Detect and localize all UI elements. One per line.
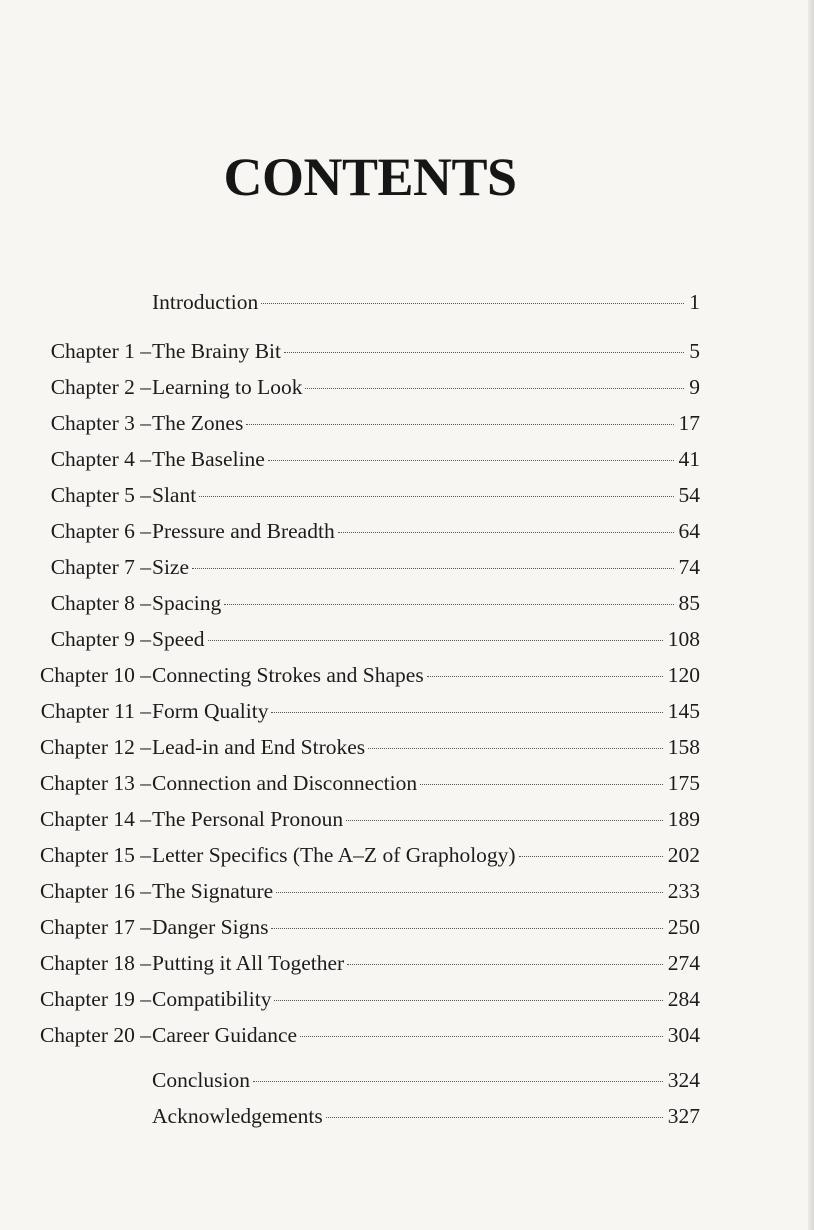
dot-leader (300, 1036, 663, 1037)
entry-title: The Signature (152, 879, 274, 903)
toc-entry-chapter (0, 447, 814, 481)
chapter-label: Chapter 7 – (50, 555, 151, 579)
toc-entry-chapter (0, 843, 814, 877)
chapter-label: Chapter 16 – (39, 879, 151, 903)
page-number: 202 (667, 843, 700, 867)
entry-title-line (152, 627, 666, 652)
entry-title-line (152, 555, 677, 580)
chapter-label: Chapter 12 – (39, 735, 151, 759)
page-number: 120 (667, 663, 700, 687)
dot-leader (284, 352, 684, 353)
dot-leader (346, 820, 663, 821)
chapter-label: Chapter 17 – (39, 915, 151, 939)
page-number: 64 (678, 519, 700, 543)
entry-title: Slant (152, 483, 197, 507)
dot-leader (271, 928, 662, 929)
entry-title: The Brainy Bit (152, 339, 281, 363)
entry-title: Lead-in and End Strokes (152, 735, 366, 759)
toc-entry-chapter (0, 627, 814, 661)
entry-title-line (152, 915, 666, 940)
entry-title-line (152, 699, 666, 724)
dot-leader (192, 568, 673, 569)
entry-title: Career Guidance (152, 1023, 298, 1047)
chapter-label: Chapter 3 – (50, 411, 151, 435)
page-number: 250 (667, 915, 700, 939)
toc-entry-chapter (0, 951, 814, 985)
chapter-label: Chapter 2 – (50, 375, 151, 399)
toc-entry-chapter (0, 483, 814, 517)
entry-title: The Baseline (152, 447, 265, 471)
page-number: 233 (667, 879, 700, 903)
dot-leader (253, 1081, 663, 1082)
dot-leader (305, 388, 684, 389)
entry-title-line (152, 807, 666, 832)
entry-title-line (152, 987, 666, 1012)
entry-title: Compatibility (152, 987, 272, 1011)
toc-entry-chapter (0, 411, 814, 445)
page-number: 74 (678, 555, 700, 579)
entry-title: The Zones (152, 411, 244, 435)
chapter-label: Chapter 8 – (50, 591, 151, 615)
entry-title-line (152, 411, 677, 436)
chapter-label: Chapter 15 – (39, 843, 151, 867)
chapter-label: Chapter 9 – (50, 627, 151, 651)
entry-title: Acknowledgements (152, 1104, 323, 1128)
toc-entry-chapter (0, 519, 814, 553)
entry-title-line (152, 339, 687, 364)
entry-title-line (152, 519, 677, 544)
toc-entry-front (0, 290, 814, 324)
entry-title: Form Quality (152, 699, 269, 723)
entry-title: Size (152, 555, 190, 579)
page-number: 85 (678, 591, 700, 615)
dot-leader (199, 496, 673, 497)
page-number: 54 (678, 483, 700, 507)
dot-leader (420, 784, 663, 785)
entry-title-line (152, 1104, 666, 1129)
dot-leader (274, 1000, 662, 1001)
toc-entry-chapter (0, 375, 814, 409)
page-title: CONTENTS (223, 147, 517, 207)
page-number: 324 (667, 1068, 700, 1092)
page-number: 41 (678, 447, 700, 471)
page-number: 108 (667, 627, 700, 651)
entry-title-line (152, 843, 666, 868)
page-number: 274 (667, 951, 700, 975)
toc-entry-chapter (0, 987, 814, 1021)
toc-entry-chapter (0, 555, 814, 589)
toc-entry-chapter (0, 771, 814, 805)
chapter-label: Chapter 1 – (50, 339, 151, 363)
entry-title-line (152, 951, 666, 976)
dot-leader (347, 964, 663, 965)
page-number: 304 (667, 1023, 700, 1047)
dot-leader (326, 1117, 663, 1118)
entry-title: Conclusion (152, 1068, 250, 1092)
entry-title-line (152, 735, 666, 760)
chapter-label: Chapter 20 – (39, 1023, 151, 1047)
dot-leader (338, 532, 674, 533)
page-number: 327 (667, 1104, 700, 1128)
dot-leader (261, 303, 684, 304)
chapter-label: Chapter 14 – (39, 807, 151, 831)
entry-title: Introduction (152, 290, 259, 314)
toc-entry-chapter (0, 339, 814, 373)
toc-entry-chapter (0, 699, 814, 733)
entry-title-line (152, 447, 677, 472)
page-number: 145 (667, 699, 700, 723)
page-number: 5 (689, 339, 700, 363)
chapter-label: Chapter 10 – (39, 663, 151, 687)
page-number: 158 (667, 735, 700, 759)
toc-entry-chapter (0, 879, 814, 913)
dot-leader (268, 460, 674, 461)
page-number: 284 (667, 987, 700, 1011)
toc-entry-chapter (0, 591, 814, 625)
entry-title-line (152, 879, 666, 904)
entry-title: Connection and Disconnection (152, 771, 418, 795)
chapter-label: Chapter 6 – (50, 519, 151, 543)
entry-title: Connecting Strokes and Shapes (152, 663, 424, 687)
dot-leader (271, 712, 662, 713)
chapter-label: Chapter 13 – (39, 771, 151, 795)
dot-leader (246, 424, 673, 425)
entry-title: Putting it All Together (152, 951, 345, 975)
entry-title-line (152, 483, 677, 508)
entry-title: Speed (152, 627, 205, 651)
entry-title: The Personal Pronoun (152, 807, 344, 831)
chapter-label: Chapter 11 – (40, 699, 151, 723)
page-number: 9 (689, 375, 700, 399)
entry-title: Pressure and Breadth (152, 519, 335, 543)
page-number: 17 (678, 411, 700, 435)
dot-leader (208, 640, 663, 641)
entry-title: Letter Specifics (The A–Z of Graphology) (152, 843, 516, 867)
toc-entry-back (0, 1104, 814, 1138)
dot-leader (276, 892, 663, 893)
page-number: 175 (667, 771, 700, 795)
chapter-label: Chapter 18 – (39, 951, 151, 975)
entry-title-line (152, 1068, 666, 1093)
chapter-label: Chapter 4 – (50, 447, 151, 471)
page-number: 1 (689, 290, 700, 314)
dot-leader (368, 748, 663, 749)
entry-title-line (152, 375, 687, 400)
entry-title-line (152, 1023, 666, 1048)
toc-entry-back (0, 1068, 814, 1102)
page-number: 189 (667, 807, 700, 831)
entry-title-line (152, 771, 666, 796)
entry-title: Danger Signs (152, 915, 269, 939)
toc-entry-chapter (0, 735, 814, 769)
dot-leader (427, 676, 663, 677)
chapter-label: Chapter 5 – (50, 483, 151, 507)
entry-title-line (152, 663, 666, 688)
toc-entry-chapter (0, 663, 814, 697)
entry-title-line (152, 290, 687, 315)
toc-entry-chapter (0, 915, 814, 949)
entry-title: Spacing (152, 591, 222, 615)
entry-title-line (152, 591, 677, 616)
chapter-label: Chapter 19 – (39, 987, 151, 1011)
dot-leader (224, 604, 673, 605)
entry-title: Learning to Look (152, 375, 303, 399)
toc-entry-chapter (0, 807, 814, 841)
dot-leader (519, 856, 663, 857)
toc-entry-chapter (0, 1023, 814, 1057)
